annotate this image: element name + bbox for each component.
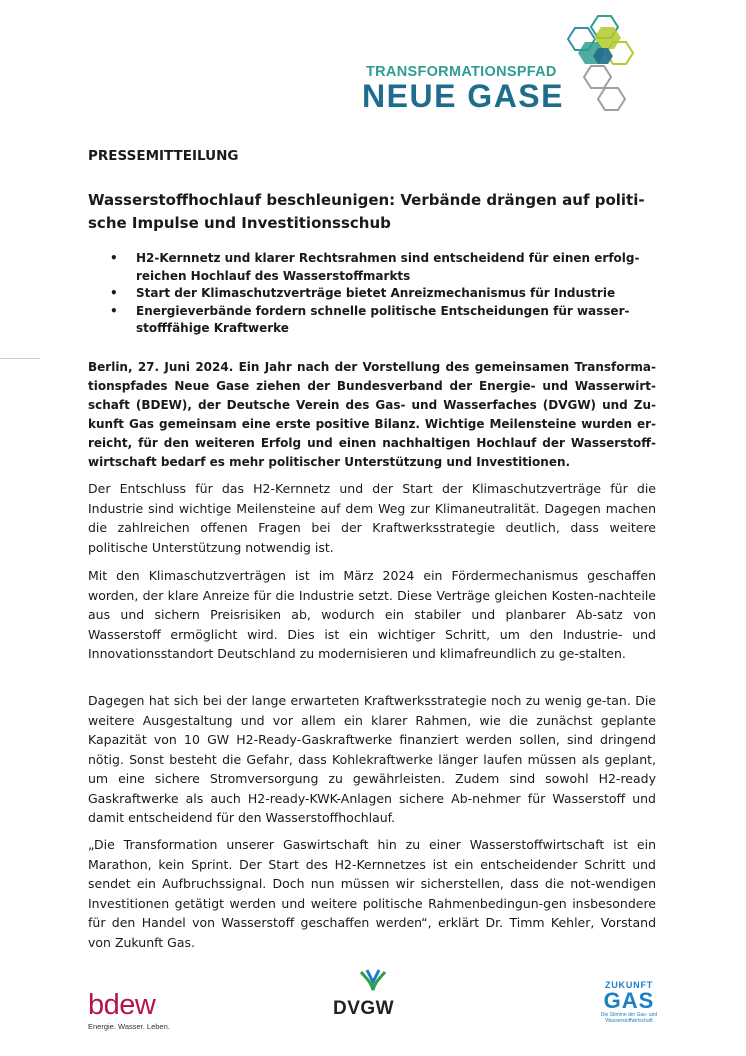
water-drop-icon xyxy=(333,968,413,998)
zukunft-gas-logo xyxy=(598,980,660,1036)
bdew-logo xyxy=(88,990,178,1038)
lead-paragraph: Berlin, 27. Juni 2024. Ein Jahr nach der Vorstellung des gemeinsamen Transforma-tionspfades Neue Gase ziehen der Bundesverband der Energie- und Wasserwirt-schaft (BDEW), der Deutsche Verein des Gas- und Wasserfaches (DVGW) und Zu-kunft Gas gemeinsam eine erste positive Bilanz. Wichtige Meilensteine wurden er-reicht, für den weiteren Erfolg und einen nachhaltigen Hochlauf der Wasserstoff-wirtschaft bedarf es mehr politischer Unterstützung und Investitionen. xyxy=(88,360,656,469)
quote-paragraph: „Die Transformation unserer Gaswirtschaft hin zu einer Wasserstoffwirtschaft ist ein Marathon, kein Sprint. Der Start des H2-Kernnetzes ist ein entscheidender Schritt und sendet ein Aufbruchssignal. Doch nun müssen wir sicherstellen, dass die not-wendigen Investitionen getätigt werden und weitere politische Rahmenbedingun-gen insbesondere für den Handel von Wasserstoff geschaffen werden“, erklärt Dr. Timm Kehler, Vorstand von Zukunft Gas. xyxy=(88,837,656,950)
zg-main-word: GAS xyxy=(603,988,655,1013)
bullet-list xyxy=(110,250,650,338)
bullet-item: • Start der Klimaschutzverträge bietet Anreizmechanismus für Industrie xyxy=(110,285,650,303)
bullet-item: • Energieverbände fordern schnelle politische Entscheidungen für wasser- stofffähige Kraftwerke xyxy=(110,303,650,338)
dvgw-wordmark: DVGW xyxy=(333,998,395,1019)
bdew-tagline: Energie. Wasser. Leben. xyxy=(88,1022,170,1031)
headline: Wasserstoffhochlauf beschleunigen: Verbände drängen auf politi- sche Impulse und Investitionsschub xyxy=(88,191,645,232)
logo-subtitle: TRANSFORMATIONSPFAD xyxy=(366,64,557,80)
transformationspfad-logo xyxy=(358,14,638,114)
body-paragraph: Der Entschluss für das H2-Kernnetz und der Start der Klimaschutzverträge für die Industrie sind wichtige Meilensteine auf dem Weg zur Klimaneutralität. Dagegen machen die zahlreichen offenen Fragen bei der Kraftwerksstrategie deutlich, dass weitere politische Unterstützung notwendig ist. xyxy=(88,481,656,555)
fold-mark xyxy=(0,358,40,359)
zg-top-word: ZUKUNFT xyxy=(604,980,654,990)
document-label: PRESSEMITTEILUNG xyxy=(88,148,239,164)
bullet-item: • H2-Kernnetz und klarer Rechtsrahmen sind entscheidend für einen erfolg- reichen Hochlauf des Wasserstoffmarkts xyxy=(110,250,650,285)
logo-title: NEUE GASE xyxy=(362,78,564,114)
body-paragraph: Dagegen hat sich bei der lange erwarteten Kraftwerksstrategie noch zu wenig ge-tan. Die weitere Ausgestaltung und vor allem ein klarer Rahmen, wie die zunächst geplante Kapazität von 10 GW H2-Ready-Gaskraftwerke finanziert werden sollen, sind dringend nötig. Sonst besteht die Gefahr, dass Kohlekraftwerke länger laufen müssen als geplant, um eine sichere Stromversorgung zu gewährleisten. Zudem sind sowohl H2-ready Gaskraftwerke als auch H2-ready-KWK-Anlagen sichere Ab-nehmer für Wasserstoff und damit entscheidend für den Wasserstoffhochlauf. xyxy=(88,693,656,825)
bdew-wordmark: bdew xyxy=(88,989,156,1021)
zg-tagline: Die Stimme der Gas- und Wasserstoffwirtschaft xyxy=(600,1012,658,1024)
dvgw-logo xyxy=(333,968,413,1024)
body-paragraph: Mit den Klimaschutzverträgen ist im März 2024 ein Fördermechanismus geschaffen worden, der klare Anreize für die Industrie setzt. Diese Verträge gleichen Kosten-nachteile aus und sichern Preisrisiken ab, wodurch ein stabiler und planbarer Ab-satz von Wasserstoff ermöglicht wird. Dies ist ein wichtiger Schritt, um den Industrie- und Innovationsstandort Deutschland zu modernisieren und klimafreundlich zu ge-stalten. xyxy=(88,568,656,661)
